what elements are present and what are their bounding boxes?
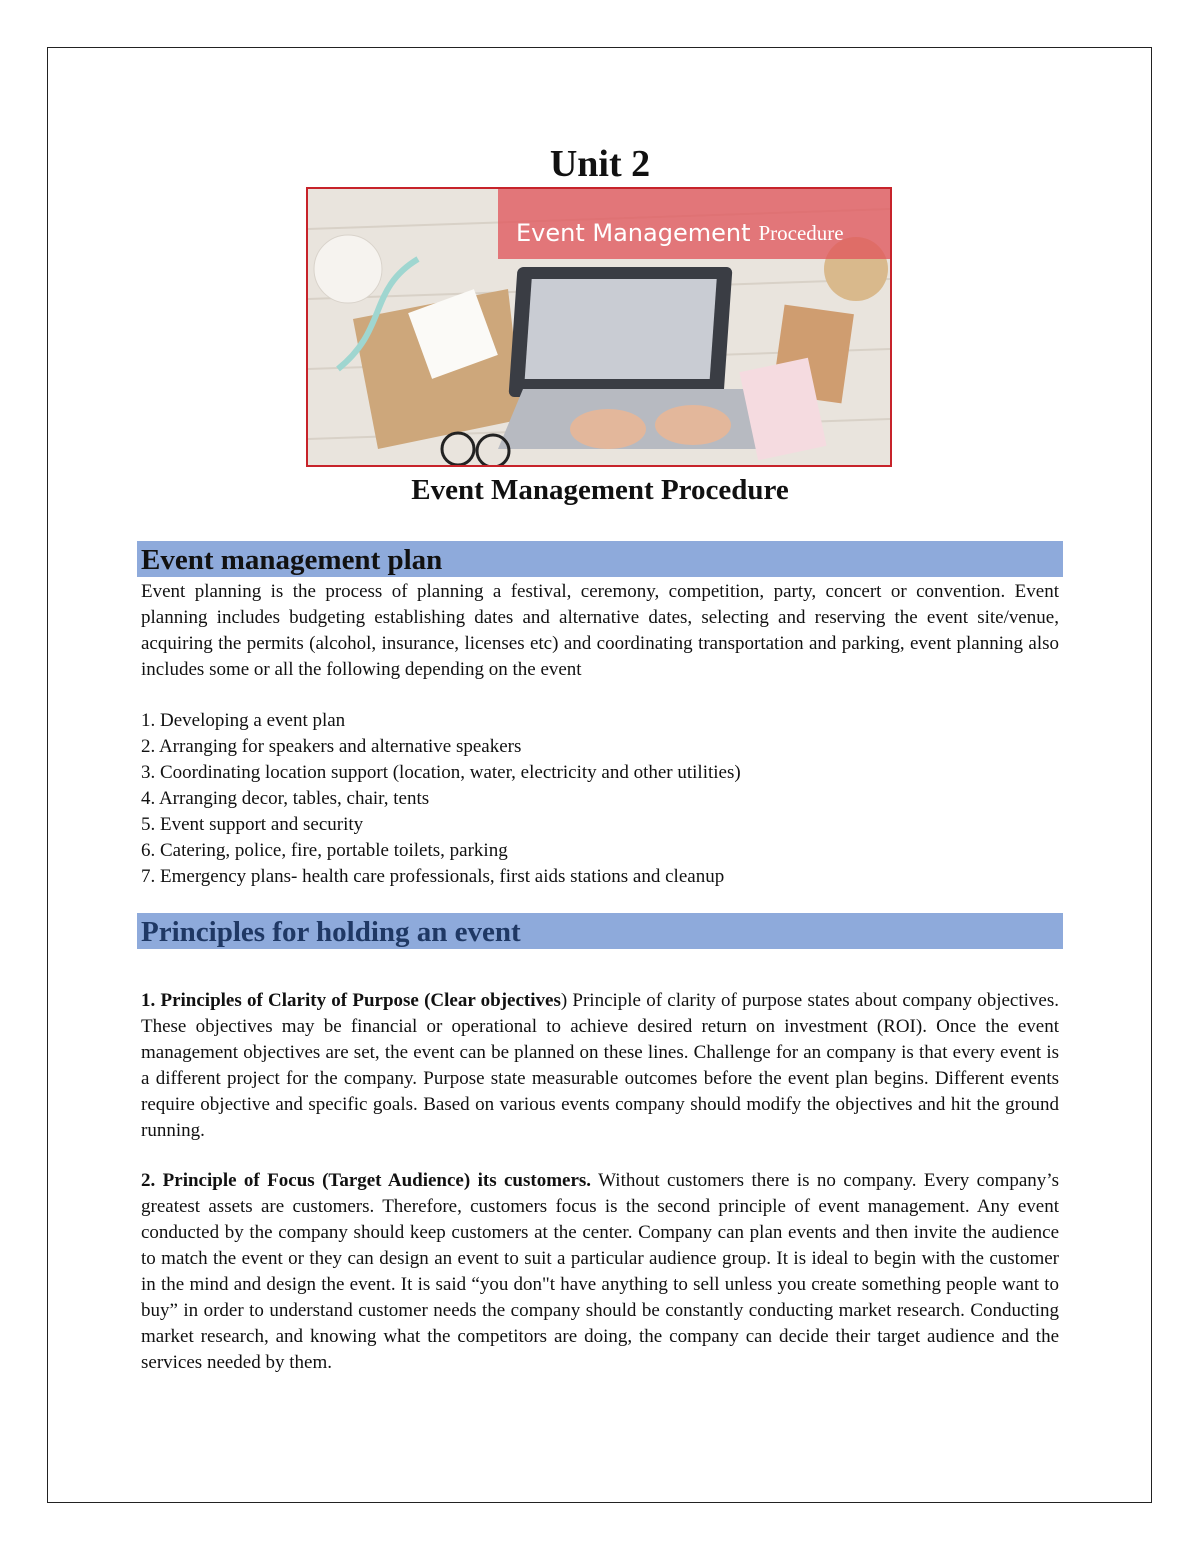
plan-list	[141, 708, 741, 890]
section-heading-principles: Principles for holding an event	[137, 913, 1063, 949]
banner-label-sub: Procedure	[758, 220, 844, 245]
principle-clarity-paragraph	[141, 988, 1059, 1144]
unit-title: Unit 2	[549, 143, 651, 185]
principle-clarity-title: 1. Principles of Clarity of Purpose (Clear objectives	[141, 990, 561, 1011]
list-item: 1. Developing a event plan	[141, 710, 346, 731]
page-subtitle: Event Management Procedure	[411, 474, 789, 506]
banner-label-main: Event Management	[516, 219, 751, 247]
list-item: 7. Emergency plans- health care professionals, first aids stations and cleanup	[141, 866, 725, 887]
principle-clarity-text: ) Principle of clarity of purpose states about company objectives. These objectives may be financial or operational to achieve desired return on investment (ROI). Once the event management objectives are set, the event can be planned on these lines. Challenge for an company is that every event is a different project for the company. Purpose state measurable outcomes before the event plan begins. Different events require objective and specific goals. Based on various events company should modify the objectives and hit the ground running.	[141, 990, 1059, 1141]
list-item: 3. Coordinating location support (location, water, electricity and other utilities)	[141, 762, 741, 783]
list-item: 5. Event support and security	[141, 814, 364, 835]
principle-focus-text: Without customers there is no company. Every company’s greatest assets are customers. Therefore, customers focus is the second principle of event management. Any event conducted by the company should keep customers at the center. Company can plan events and then invite the audience to match the event or they can design an event to suit a particular audience group. It is ideal to begin with the customer in the mind and design the event. It is said “you don"t have anything to sell unless you create something people want to buy” in order to understand customer needs the company should be constantly conducting market research. Conducting market research, and knowing what the competitors are doing, the company can decide their target audience and the services needed by them.	[141, 1170, 1059, 1373]
list-item: 4. Arranging decor, tables, chair, tents	[141, 788, 430, 809]
banner-label	[498, 211, 890, 255]
list-item: 2. Arranging for speakers and alternative speakers	[141, 736, 522, 757]
principle-focus-title: 2. Principle of Focus (Target Audience) its customers.	[141, 1170, 592, 1191]
principle-focus-paragraph	[141, 1168, 1059, 1376]
list-item: 6. Catering, police, fire, portable toilets, parking	[141, 840, 508, 861]
section-heading-plan: Event management plan	[137, 541, 1063, 577]
intro-paragraph: Event planning is the process of planning a festival, ceremony, competition, party, concert or convention. Event planning includes budgeting establishing dates and alternative dates, selecting and reserving the event site/venue, acquiring the permits (alcohol, insurance, licenses etc) and coordinating transportation and parking, event planning also includes some or all the following depending on the event	[141, 581, 1059, 680]
banner-image	[306, 187, 892, 467]
